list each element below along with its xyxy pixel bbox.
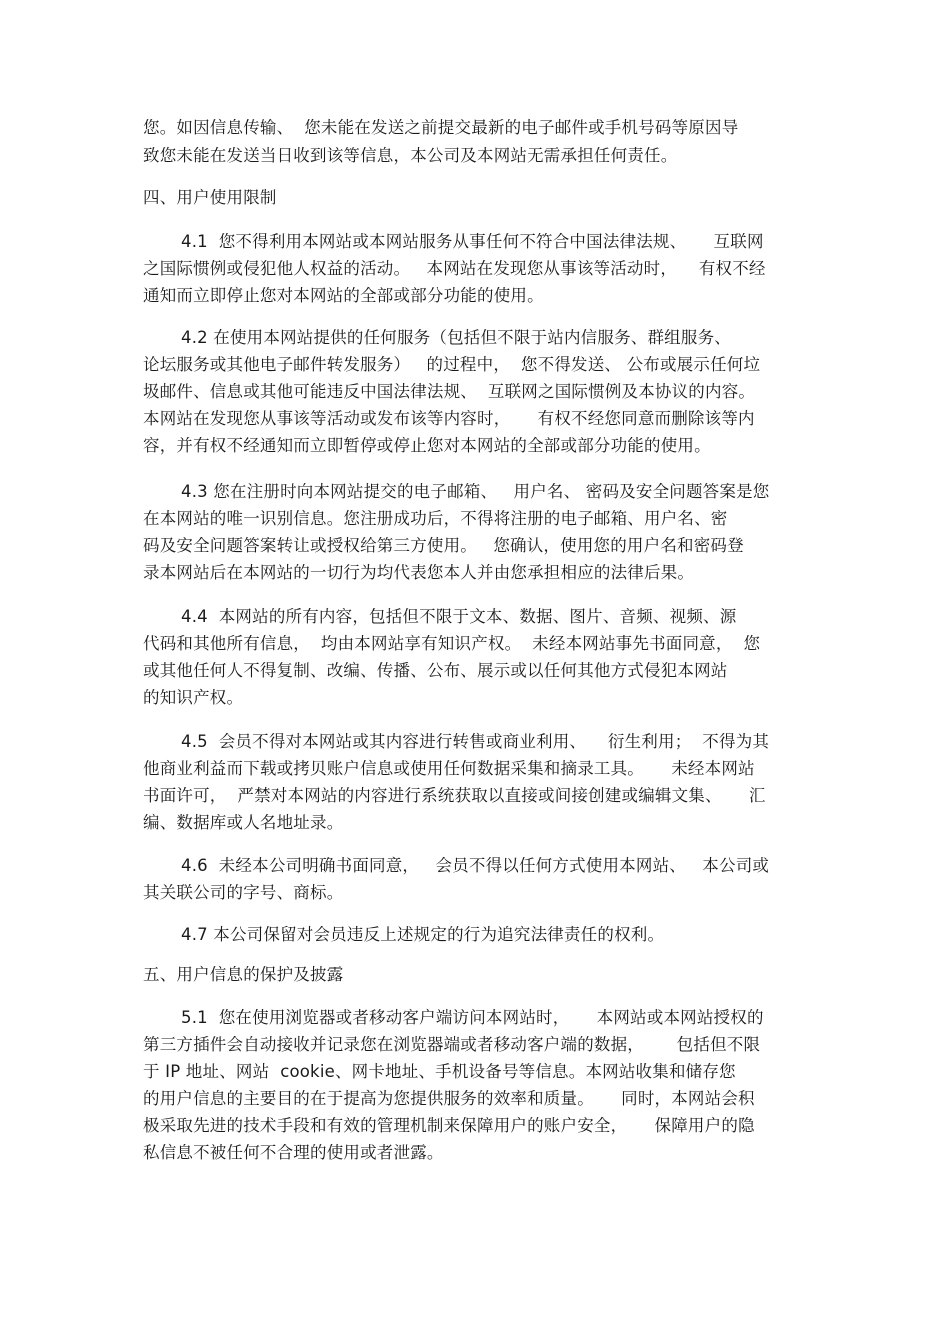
section-heading: 四、用户使用限制	[143, 188, 277, 207]
paragraph-line: 书面许可， 严禁对本网站的内容进行系统获取以直接或间接创建或编辑文集、 汇	[143, 786, 766, 805]
paragraph-line: 圾邮件、信息或其他可能违反中国法律法规、 互联网之国际惯例及本协议的内容。	[143, 382, 756, 401]
paragraph-line: 的用户信息的主要目的在于提高为您提供服务的效率和质量。 同时，本网站会积	[143, 1089, 755, 1108]
intro-line: 您。如因信息传输、 您未能在发送之前提交最新的电子邮件或手机号码等原因导	[143, 118, 739, 137]
paragraph-line: 5.1 您在使用浏览器或者移动客户端访问本网站时， 本网站或本网站授权的	[181, 1008, 764, 1027]
paragraph-line: 4.7 本公司保留对会员违反上述规定的行为追究法律责任的权利。	[181, 925, 665, 944]
paragraph-line: 4.3 您在注册时向本网站提交的电子邮箱、 用户名、 密码及安全问题答案是您	[181, 482, 770, 501]
paragraph-line: 私信息不被任何不合理的使用或者泄露。	[143, 1143, 444, 1162]
paragraph-line: 其关联公司的字号、商标。	[143, 883, 344, 902]
paragraph-line: 4.5 会员不得对本网站或其内容进行转售或商业利用、 衍生利用； 不得为其	[181, 732, 770, 751]
paragraph-line: 编、数据库或人名地址录。	[143, 813, 344, 832]
paragraph-line: 4.4 本网站的所有内容，包括但不限于文本、数据、图片、音频、视频、源	[181, 607, 737, 626]
paragraph-line: 4.2 在使用本网站提供的任何服务（包括但不限于站内信服务、群组服务、	[181, 328, 731, 347]
section-heading: 五、用户信息的保护及披露	[143, 965, 344, 984]
paragraph-line: 或其他任何人不得复制、改编、传播、公布、展示或以任何其他方式侵犯本网站	[143, 661, 728, 680]
paragraph-line: 极采取先进的技术手段和有效的管理机制来保障用户的账户安全， 保障用户的隐	[143, 1116, 755, 1135]
paragraph-line: 录本网站后在本网站的一切行为均代表您本人并由您承担相应的法律后果。	[143, 563, 695, 582]
paragraph-line: 容，并有权不经通知而立即暂停或停止您对本网站的全部或部分功能的使用。	[143, 436, 711, 455]
paragraph-line: 4.1 您不得利用本网站或本网站服务从事任何不符合中国法律法规、 互联网	[181, 232, 764, 251]
paragraph-line: 他商业利益而下载或拷贝账户信息或使用任何数据采集和摘录工具。 未经本网站	[143, 759, 755, 778]
paragraph-line: 的知识产权。	[143, 688, 244, 707]
paragraph-line: 于 IP 地址、网站 cookie、网卡地址、手机设备号等信息。本网站收集和储存您	[143, 1062, 736, 1081]
paragraph-line: 本网站在发现您从事该等活动或发布该等内容时， 有权不经您同意而删除该等内	[143, 409, 755, 428]
paragraph-line: 通知而立即停止您对本网站的全部或部分功能的使用。	[143, 286, 544, 305]
intro-line: 致您未能在发送当日收到该等信息，本公司及本网站无需承担任何责任。	[143, 146, 678, 165]
paragraph-line: 在本网站的唯一识别信息。您注册成功后，不得将注册的电子邮箱、用户名、密	[143, 509, 728, 528]
paragraph-line: 论坛服务或其他电子邮件转发服务） 的过程中， 您不得发送、 公布或展示任何垃	[143, 355, 761, 374]
paragraph-line: 第三方插件会自动接收并记录您在浏览器端或者移动客户端的数据， 包括但不限	[143, 1035, 761, 1054]
paragraph-line: 之国际惯例或侵犯他人权益的活动。 本网站在发现您从事该等活动时， 有权不经	[143, 259, 766, 278]
paragraph-line: 码及安全问题答案转让或授权给第三方使用。 您确认，使用您的用户名和密码登	[143, 536, 744, 555]
paragraph-line: 代码和其他所有信息， 均由本网站享有知识产权。 未经本网站事先书面同意， 您	[143, 634, 761, 653]
paragraph-line: 4.6 未经本公司明确书面同意， 会员不得以任何方式使用本网站、 本公司或	[181, 856, 770, 875]
